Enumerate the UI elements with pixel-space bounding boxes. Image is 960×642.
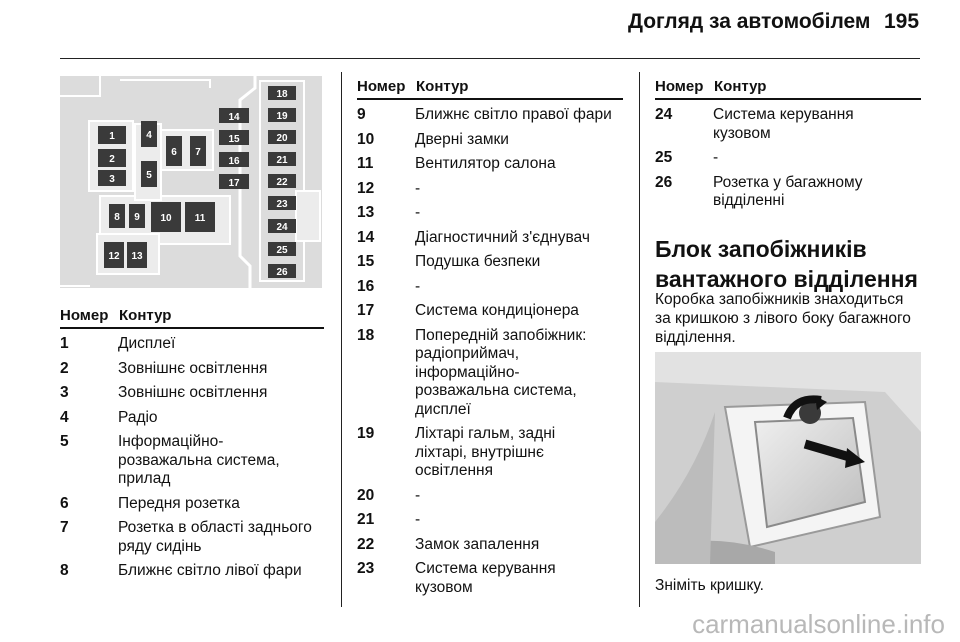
fuse-circuit: Ліхтарі гальм, задні ліхтарі, внутрішнє освітлення bbox=[415, 425, 556, 479]
fuse-label-22: 22 bbox=[276, 177, 288, 188]
fuse-number: 3 bbox=[60, 384, 69, 401]
table-row bbox=[357, 204, 623, 223]
fuse-label-3: 3 bbox=[109, 174, 115, 185]
table-row bbox=[60, 384, 324, 403]
fuse-label-15: 15 bbox=[228, 134, 240, 145]
table-row bbox=[357, 425, 623, 481]
header-circuit: Контур bbox=[416, 78, 469, 95]
table-row bbox=[357, 327, 623, 420]
fuse-number: 21 bbox=[357, 511, 375, 528]
fuse-label-4: 4 bbox=[146, 130, 152, 141]
column-divider-1 bbox=[341, 72, 342, 607]
fuse-label-25: 25 bbox=[276, 245, 288, 256]
table-header bbox=[60, 307, 324, 329]
fuse-circuit: Розетка в області заднього ряду сидінь bbox=[118, 519, 312, 555]
fuse-number: 25 bbox=[655, 149, 673, 166]
fuse-number: 8 bbox=[60, 562, 69, 579]
table-row bbox=[357, 511, 623, 530]
fuse-circuit: - bbox=[415, 486, 421, 504]
table-row bbox=[357, 180, 623, 199]
header-circuit: Контур bbox=[714, 78, 767, 95]
header-rule bbox=[60, 58, 920, 59]
fuse-label-11: 11 bbox=[194, 213, 206, 224]
fuse-number: 2 bbox=[60, 359, 69, 377]
fuse-table-3 bbox=[655, 78, 921, 211]
fuse-circuit: - bbox=[415, 204, 421, 221]
fuse-number: 17 bbox=[357, 302, 375, 319]
table-row bbox=[655, 106, 921, 143]
fuse-circuit: Діагностичний з'єднувач bbox=[415, 228, 590, 246]
fuse-number: 1 bbox=[60, 335, 69, 352]
section-title: Блок запобіжників вантажного відділення bbox=[655, 236, 918, 292]
table-row bbox=[60, 360, 324, 379]
table-row bbox=[60, 409, 324, 428]
fuse-circuit: Попередній запобіжник: радіоприймач, інформаційно- розважальна система, дисплеї bbox=[415, 326, 587, 418]
fuse-label-7: 7 bbox=[195, 147, 201, 158]
header-title: Догляд за автомобілем bbox=[628, 10, 871, 33]
header-circuit: Контур bbox=[119, 307, 172, 324]
table-row bbox=[357, 560, 623, 597]
fuse-label-2: 2 bbox=[109, 154, 115, 165]
fuse-label-17: 17 bbox=[228, 178, 240, 189]
column-divider-2 bbox=[639, 72, 640, 607]
fuse-circuit: Інформаційно- розважальна система, прилад bbox=[118, 433, 280, 487]
table-row bbox=[357, 131, 623, 150]
table-row bbox=[60, 519, 324, 556]
fuse-number: 7 bbox=[60, 519, 69, 536]
fuse-label-1: 1 bbox=[109, 131, 115, 142]
fuse-circuit: - bbox=[713, 149, 719, 166]
fuse-label-8: 8 bbox=[114, 212, 120, 223]
header-number: Номер bbox=[357, 78, 406, 95]
fuse-circuit: Вентилятор салона bbox=[415, 155, 556, 172]
fuse-circuit: - bbox=[415, 511, 421, 528]
table-row bbox=[357, 106, 623, 125]
table-row bbox=[60, 335, 324, 354]
fuse-label-16: 16 bbox=[228, 156, 240, 167]
fuse-label-20: 20 bbox=[276, 133, 288, 144]
fuse-number: 20 bbox=[357, 486, 375, 504]
fuse-label-10: 10 bbox=[160, 213, 172, 224]
fuse-number: 9 bbox=[357, 106, 366, 123]
table-row bbox=[655, 174, 921, 211]
fuse-number: 22 bbox=[357, 535, 375, 553]
fuse-number: 5 bbox=[60, 433, 69, 450]
page-number: 195 bbox=[884, 10, 920, 33]
table-row bbox=[357, 155, 623, 174]
fuse-number: 19 bbox=[357, 425, 375, 442]
fuse-label-24: 24 bbox=[276, 222, 288, 233]
fuse-label-18: 18 bbox=[276, 89, 288, 100]
fuse-label-23: 23 bbox=[276, 199, 288, 210]
table-row bbox=[60, 433, 324, 489]
fuse-circuit: Замок запалення bbox=[415, 535, 540, 553]
header-number: Номер bbox=[655, 78, 704, 95]
table-row bbox=[357, 487, 623, 506]
fuse-number: 11 bbox=[357, 155, 374, 172]
watermark: carmanualsonline.info bbox=[692, 609, 945, 639]
fuse-number: 23 bbox=[357, 560, 375, 577]
fuse-circuit: Ближнє світло правої фари bbox=[415, 106, 612, 123]
table-row bbox=[357, 229, 623, 248]
fuse-circuit: Система керування кузовом bbox=[415, 560, 556, 596]
fuse-table-2 bbox=[357, 78, 623, 597]
table-row bbox=[357, 302, 623, 321]
table-row bbox=[655, 149, 921, 168]
section-text: Коробка запобіжників знаходиться за кришкою з лівого боку багажного відділення. bbox=[655, 291, 911, 346]
fuse-number: 18 bbox=[357, 326, 375, 344]
table-row bbox=[60, 495, 324, 514]
fuse-circuit: Зовнішнє освітлення bbox=[118, 359, 268, 377]
fuse-circuit: Дисплеї bbox=[118, 335, 176, 352]
table-row bbox=[357, 278, 623, 297]
fuse-number: 12 bbox=[357, 179, 375, 197]
table-header bbox=[357, 78, 623, 100]
fuse-number: 4 bbox=[60, 408, 69, 426]
fuse-table-1 bbox=[60, 307, 324, 581]
fuse-number: 16 bbox=[357, 277, 375, 295]
fuse-label-26: 26 bbox=[276, 267, 288, 278]
fuse-circuit: Розетка у багажному відділенні bbox=[713, 173, 863, 209]
fuse-label-14: 14 bbox=[228, 112, 240, 123]
fuse-number: 26 bbox=[655, 173, 673, 191]
header-number: Номер bbox=[60, 307, 109, 324]
table-row bbox=[357, 253, 623, 272]
fuse-box-diagram bbox=[60, 76, 322, 288]
fuse-label-12: 12 bbox=[108, 251, 120, 262]
fuse-circuit: - bbox=[415, 179, 421, 197]
fuse-label-6: 6 bbox=[171, 147, 177, 158]
trunk-cover-illustration bbox=[655, 352, 921, 564]
fuse-number: 13 bbox=[357, 204, 375, 221]
fuse-circuit: Радіо bbox=[118, 408, 158, 426]
fuse-label-5: 5 bbox=[146, 170, 152, 181]
fuse-label-13: 13 bbox=[131, 251, 143, 262]
fuse-label-19: 19 bbox=[276, 111, 288, 122]
fuse-circuit: - bbox=[415, 277, 421, 295]
fuse-number: 24 bbox=[655, 106, 673, 123]
table-row bbox=[357, 536, 623, 555]
fuse-circuit: Передня розетка bbox=[118, 494, 240, 512]
table-row bbox=[60, 562, 324, 581]
fuse-number: 6 bbox=[60, 494, 69, 512]
fuse-number: 10 bbox=[357, 130, 375, 148]
fuse-number: 14 bbox=[357, 228, 375, 246]
fuse-number: 15 bbox=[357, 253, 375, 270]
trunk-cover-svg bbox=[655, 352, 921, 564]
fuse-circuit: Система кондиціонера bbox=[415, 302, 579, 319]
fuse-label-21: 21 bbox=[276, 155, 288, 166]
fuse-label-9: 9 bbox=[134, 212, 140, 223]
fuse-circuit: Зовнішнє освітлення bbox=[118, 384, 268, 401]
fuse-circuit: Дверні замки bbox=[415, 130, 509, 148]
figure-caption: Зніміть кришку. bbox=[655, 577, 764, 594]
fuse-circuit: Подушка безпеки bbox=[415, 253, 541, 270]
fuse-circuit: Ближнє світло лівої фари bbox=[118, 562, 302, 579]
table-header bbox=[655, 78, 921, 100]
fuse-box-svg bbox=[60, 76, 322, 288]
fuse-circuit: Система керування кузовом bbox=[713, 106, 854, 142]
